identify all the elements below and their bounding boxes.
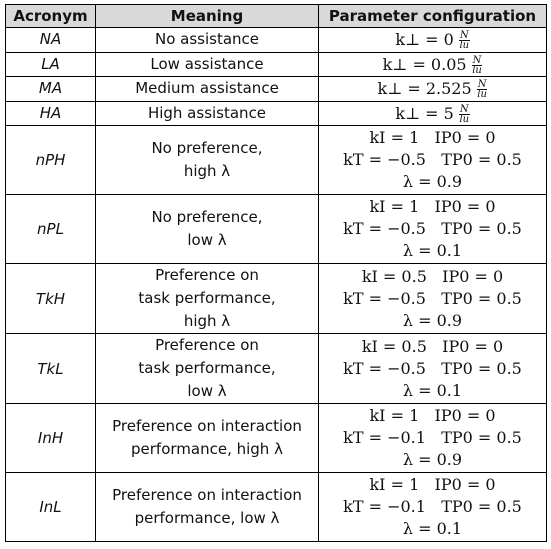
acronym-cell: InH xyxy=(6,404,96,473)
param-line: λ = 0.1 xyxy=(402,519,463,538)
param-line: kT = −0.5 TP0 = 0.5 xyxy=(343,150,522,169)
acronym-cell: HA xyxy=(6,101,96,126)
unit-numerator: N xyxy=(459,30,469,42)
unit-denominator: lu xyxy=(459,40,470,52)
meaning-cell xyxy=(96,404,319,473)
meaning-line: low λ xyxy=(187,382,227,400)
table-row xyxy=(6,404,547,473)
param-value: k⊥ = 5 xyxy=(395,103,459,123)
params-cell xyxy=(319,126,547,195)
table-row xyxy=(6,473,547,542)
param-line: λ = 0.9 xyxy=(402,310,463,330)
param-line: kI = 1 IP0 = 0 xyxy=(369,128,496,147)
params-cell xyxy=(319,77,547,102)
unit-denominator: lu xyxy=(477,89,487,101)
param-value: k⊥ = 2.525 xyxy=(377,79,477,99)
table-row xyxy=(6,126,547,195)
meaning-line: task performance, xyxy=(138,359,276,377)
meaning-line: No preference, xyxy=(151,208,263,226)
acronym-cell: nPH xyxy=(6,126,96,195)
param-line: λ = 0.9 xyxy=(402,172,463,191)
meaning-cell xyxy=(96,28,319,53)
meaning-cell xyxy=(96,126,319,195)
meaning-line: High assistance xyxy=(147,103,267,122)
acronym-cell: MA xyxy=(6,77,96,102)
param-line: kT = −0.1 TP0 = 0.5 xyxy=(343,497,522,516)
meaning-line: Preference on xyxy=(155,266,259,284)
params-cell xyxy=(319,28,547,53)
table-row xyxy=(6,334,547,404)
table-row xyxy=(6,52,547,77)
param-value: k⊥ = 0 xyxy=(395,30,459,50)
params-cell xyxy=(319,101,547,126)
meaning-line: low λ xyxy=(187,231,227,249)
param-line: λ = 0.1 xyxy=(402,241,463,260)
meaning-line: high λ xyxy=(183,312,231,330)
parameter-table xyxy=(5,4,547,542)
acronym-cell: LA xyxy=(6,52,96,77)
table-row xyxy=(6,195,547,264)
table-row xyxy=(6,77,547,102)
meaning-cell xyxy=(96,77,319,102)
meaning-cell xyxy=(96,195,319,264)
unit-numerator: N xyxy=(472,54,482,66)
meaning-line: No preference, xyxy=(151,139,263,157)
meaning-line: No assistance xyxy=(154,30,260,49)
unit-denominator: lu xyxy=(472,64,482,76)
unit-numerator: N xyxy=(477,79,487,91)
param-line: λ = 0.9 xyxy=(402,450,463,469)
table-row xyxy=(6,264,547,334)
meaning-line: Preference on interaction xyxy=(112,486,302,504)
param-line: kT = −0.5 TP0 = 0.5 xyxy=(343,219,522,238)
acronym-cell: TkL xyxy=(6,334,96,404)
meaning-line: performance, high λ xyxy=(131,440,283,458)
acronym-cell: nPL xyxy=(6,195,96,264)
header-meaning: Meaning xyxy=(96,5,319,28)
unit-fraction xyxy=(472,56,483,75)
meaning-line: task performance, xyxy=(138,289,276,307)
meaning-cell xyxy=(96,334,319,404)
params-cell xyxy=(319,404,547,473)
param-line: kT = −0.5 TP0 = 0.5 xyxy=(343,288,522,308)
param-line: kT = −0.1 TP0 = 0.5 xyxy=(343,428,522,447)
meaning-cell xyxy=(96,264,319,334)
meaning-line: high λ xyxy=(183,162,231,180)
header-acronym: Acronym xyxy=(6,5,96,28)
param-line: kI = 1 IP0 = 0 xyxy=(369,475,496,494)
unit-fraction xyxy=(459,105,470,124)
meaning-cell xyxy=(96,52,319,77)
unit-numerator: N xyxy=(459,103,469,115)
params-cell xyxy=(319,264,547,334)
param-line: kI = 0.5 IP0 = 0 xyxy=(361,266,504,286)
param-line: kI = 0.5 IP0 = 0 xyxy=(361,336,504,356)
meaning-line: Low assistance xyxy=(150,54,264,73)
params-cell xyxy=(319,195,547,264)
acronym-cell: InL xyxy=(6,473,96,542)
params-cell xyxy=(319,334,547,404)
meaning-line: Medium assistance xyxy=(135,79,279,98)
unit-denominator: lu xyxy=(459,113,470,125)
unit-fraction xyxy=(477,80,488,99)
params-cell xyxy=(319,473,547,542)
acronym-cell: TkH xyxy=(6,264,96,334)
table-row xyxy=(6,28,547,53)
meaning-cell xyxy=(96,101,319,126)
param-line: kT = −0.5 TP0 = 0.5 xyxy=(343,358,522,378)
unit-fraction xyxy=(459,31,470,50)
acronym-cell: NA xyxy=(6,28,96,53)
header-params: Parameter configuration xyxy=(319,5,547,28)
meaning-line: performance, low λ xyxy=(134,509,280,527)
param-line: λ = 0.1 xyxy=(402,380,463,400)
param-value: k⊥ = 0.05 xyxy=(382,54,472,74)
header-row xyxy=(6,5,547,28)
params-cell xyxy=(319,52,547,77)
meaning-line: Preference on interaction xyxy=(112,417,302,435)
param-line: kI = 1 IP0 = 0 xyxy=(369,197,496,216)
table-row xyxy=(6,101,547,126)
param-line: kI = 1 IP0 = 0 xyxy=(369,406,496,425)
meaning-cell xyxy=(96,473,319,542)
meaning-line: Preference on xyxy=(155,336,259,354)
